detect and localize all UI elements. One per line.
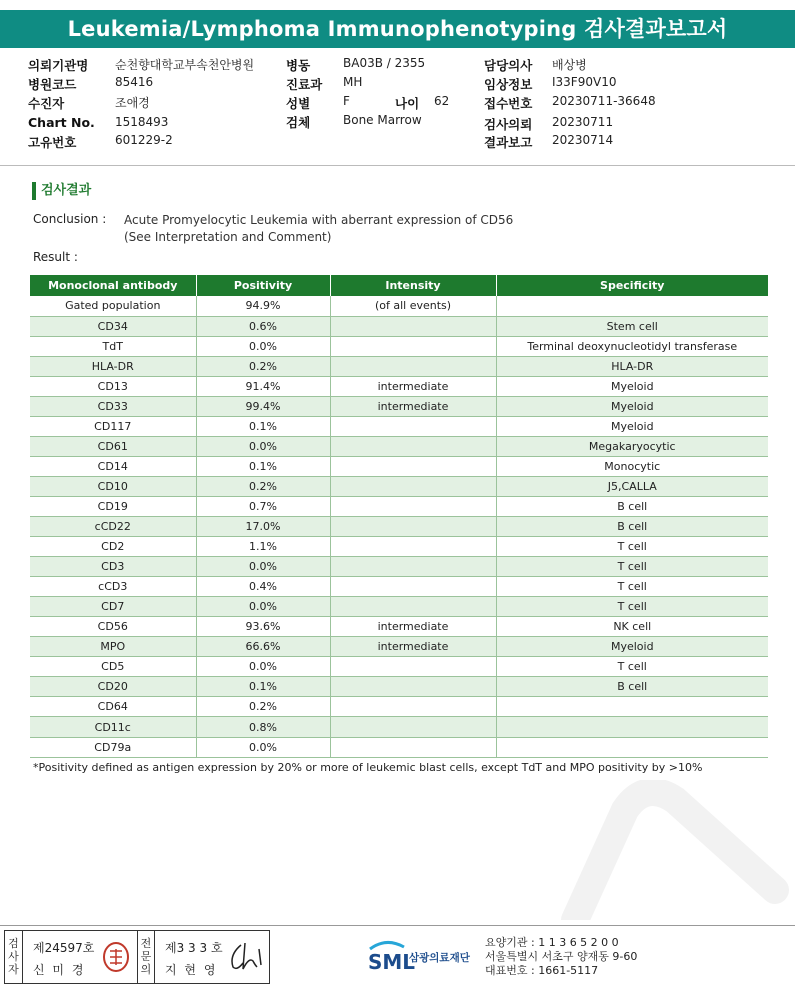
- table-row: [30, 617, 768, 637]
- specificity-cell: T cell: [496, 537, 768, 557]
- info-divider: [0, 165, 795, 166]
- specificity-cell: Myeloid: [496, 637, 768, 657]
- antibody-cell: cCD22: [30, 517, 196, 537]
- positivity-cell: 1.1%: [196, 537, 330, 557]
- table-row: [30, 316, 768, 336]
- info-value: MH: [343, 75, 363, 89]
- intensity-cell: (of all events): [330, 296, 496, 316]
- intensity-cell: [330, 537, 496, 557]
- intensity-cell: [330, 677, 496, 697]
- positivity-cell: 0.4%: [196, 577, 330, 597]
- antibody-cell: Gated population: [30, 296, 196, 316]
- table-row: [30, 416, 768, 436]
- column-header: Positivity: [196, 275, 330, 296]
- antibody-cell: CD61: [30, 436, 196, 456]
- report-title: Leukemia/Lymphoma Immunophenotyping 검사결과보고서: [0, 10, 795, 48]
- column-header: Specificity: [496, 275, 768, 296]
- antibody-cell: CD117: [30, 416, 196, 436]
- specificity-cell: Myeloid: [496, 376, 768, 396]
- intensity-cell: [330, 336, 496, 356]
- antibody-cell: MPO: [30, 637, 196, 657]
- results-table: [30, 275, 768, 758]
- section-title: 검사결과: [32, 182, 91, 200]
- positivity-cell: 94.9%: [196, 296, 330, 316]
- table-header-row: [30, 275, 768, 296]
- org-line: 서울특별시 서초구 양재동 9-60: [485, 950, 638, 963]
- positivity-cell: 0.0%: [196, 737, 330, 757]
- intensity-cell: [330, 316, 496, 336]
- specificity-cell: B cell: [496, 677, 768, 697]
- intensity-cell: intermediate: [330, 396, 496, 416]
- antibody-cell: CD5: [30, 657, 196, 677]
- org-line: 대표번호 : 1661-5117: [485, 964, 599, 977]
- org-name: 삼광의료재단: [409, 952, 470, 964]
- positivity-cell: 0.2%: [196, 697, 330, 717]
- table-row: [30, 336, 768, 356]
- info-value: 601229-2: [115, 133, 173, 147]
- specificity-cell: Terminal deoxynucleotidyl transferase: [496, 336, 768, 356]
- footnote: *Positivity defined as antigen expression by 20% or more of leukemic blast cells, except TdT and MPO positivity by >10%: [33, 761, 703, 774]
- specificity-cell: Monocytic: [496, 456, 768, 476]
- table-row: [30, 537, 768, 557]
- info-label: 병동: [286, 58, 311, 73]
- tester-label: 검 사 자: [5, 931, 23, 983]
- org-info: [485, 936, 637, 978]
- positivity-cell: 91.4%: [196, 376, 330, 396]
- positivity-cell: 93.6%: [196, 617, 330, 637]
- table-row: [30, 476, 768, 496]
- specificity-cell: T cell: [496, 577, 768, 597]
- conclusion-line: Acute Promyelocytic Leukemia with aberrant expression of CD56: [124, 213, 514, 227]
- antibody-cell: HLA-DR: [30, 356, 196, 376]
- intensity-cell: [330, 697, 496, 717]
- table-row: [30, 717, 768, 737]
- antibody-cell: CD13: [30, 376, 196, 396]
- antibody-cell: CD3: [30, 557, 196, 577]
- info-value: 20230711-36648: [552, 94, 656, 108]
- specificity-cell: Stem cell: [496, 316, 768, 336]
- info-label: 검사의뢰: [484, 117, 533, 132]
- info-value: I33F90V10: [552, 75, 617, 89]
- table-row: [30, 657, 768, 677]
- tester-license: 제24597호: [33, 941, 95, 955]
- column-header: Monoclonal antibody: [30, 275, 196, 296]
- antibody-cell: TdT: [30, 336, 196, 356]
- antibody-cell: CD2: [30, 537, 196, 557]
- intensity-cell: [330, 496, 496, 516]
- positivity-cell: 0.6%: [196, 316, 330, 336]
- positivity-cell: 0.7%: [196, 496, 330, 516]
- positivity-cell: 0.0%: [196, 436, 330, 456]
- antibody-cell: CD7: [30, 597, 196, 617]
- specificity-cell: HLA-DR: [496, 356, 768, 376]
- info-label: 임상정보: [484, 77, 533, 92]
- conclusion-line: (See Interpretation and Comment): [124, 230, 332, 244]
- info-value: 1518493: [115, 115, 169, 129]
- table-row: [30, 356, 768, 376]
- specificity-cell: [496, 296, 768, 316]
- info-value: 85416: [115, 75, 154, 89]
- info-label: 의뢰기관명: [28, 58, 89, 73]
- info-value: BA03B / 2355: [343, 56, 426, 70]
- specificity-cell: T cell: [496, 597, 768, 617]
- signature-icon: [227, 939, 267, 975]
- specificity-cell: [496, 717, 768, 737]
- positivity-cell: 0.0%: [196, 336, 330, 356]
- antibody-cell: CD10: [30, 476, 196, 496]
- antibody-cell: CD19: [30, 496, 196, 516]
- seal-stamp-icon: [101, 941, 131, 973]
- info-label: 결과보고: [484, 135, 533, 150]
- antibody-cell: CD34: [30, 316, 196, 336]
- specificity-cell: NK cell: [496, 617, 768, 637]
- intensity-cell: [330, 436, 496, 456]
- intensity-cell: [330, 657, 496, 677]
- footer-divider: [0, 925, 795, 926]
- positivity-cell: 66.6%: [196, 637, 330, 657]
- intensity-cell: [330, 456, 496, 476]
- info-label: 나이: [395, 96, 420, 111]
- specificity-cell: B cell: [496, 496, 768, 516]
- info-label: 병원코드: [28, 77, 77, 92]
- info-label: 진료과: [286, 77, 323, 92]
- specificity-cell: T cell: [496, 657, 768, 677]
- info-value: Bone Marrow: [343, 113, 422, 127]
- intensity-cell: [330, 737, 496, 757]
- intensity-cell: intermediate: [330, 617, 496, 637]
- conclusion-text: [124, 212, 513, 246]
- table-row: [30, 396, 768, 416]
- signature-box: [4, 930, 270, 984]
- positivity-cell: 0.8%: [196, 717, 330, 737]
- watermark-logo: [535, 780, 795, 920]
- table-row: [30, 496, 768, 516]
- patient-info: [0, 56, 795, 166]
- intensity-cell: [330, 356, 496, 376]
- tester-name: 신 미 경: [33, 963, 86, 977]
- specificity-cell: T cell: [496, 557, 768, 577]
- specificity-cell: Megakaryocytic: [496, 436, 768, 456]
- intensity-cell: intermediate: [330, 376, 496, 396]
- intensity-cell: [330, 416, 496, 436]
- specificity-cell: [496, 737, 768, 757]
- antibody-cell: CD56: [30, 617, 196, 637]
- table-row: [30, 436, 768, 456]
- table-row: [30, 557, 768, 577]
- table-row: [30, 296, 768, 316]
- specificity-cell: [496, 697, 768, 717]
- table-row: [30, 637, 768, 657]
- table-row: [30, 677, 768, 697]
- reviewer-label: 전 문 의: [137, 931, 155, 983]
- info-value: 조애경: [115, 96, 150, 110]
- intensity-cell: [330, 517, 496, 537]
- info-value: F: [343, 94, 350, 108]
- intensity-cell: [330, 717, 496, 737]
- info-label: 담당의사: [484, 58, 533, 73]
- positivity-cell: 17.0%: [196, 517, 330, 537]
- info-value: 배상병: [552, 58, 587, 72]
- table-row: [30, 577, 768, 597]
- positivity-cell: 0.0%: [196, 657, 330, 677]
- info-label: 고유번호: [28, 135, 77, 150]
- table-row: [30, 456, 768, 476]
- column-header: Intensity: [330, 275, 496, 296]
- info-label: 검체: [286, 115, 311, 130]
- info-value: 20230714: [552, 133, 614, 147]
- positivity-cell: 0.1%: [196, 416, 330, 436]
- table-row: [30, 697, 768, 717]
- info-label: 성별: [286, 96, 311, 111]
- antibody-cell: CD14: [30, 456, 196, 476]
- positivity-cell: 0.2%: [196, 476, 330, 496]
- reviewer-name: 지 현 영: [165, 963, 218, 977]
- conclusion-label: Conclusion :: [33, 212, 107, 226]
- specificity-cell: J5,CALLA: [496, 476, 768, 496]
- info-label: 수진자: [28, 96, 65, 111]
- specificity-cell: Myeloid: [496, 396, 768, 416]
- antibody-cell: CD64: [30, 697, 196, 717]
- intensity-cell: [330, 557, 496, 577]
- positivity-cell: 0.0%: [196, 557, 330, 577]
- positivity-cell: 0.0%: [196, 597, 330, 617]
- positivity-cell: 0.2%: [196, 356, 330, 376]
- antibody-cell: CD20: [30, 677, 196, 697]
- info-value: 20230711: [552, 115, 614, 129]
- antibody-cell: CD79a: [30, 737, 196, 757]
- info-value: 순천향대학교부속천안병원: [115, 58, 255, 72]
- logo-text: SML: [368, 950, 416, 974]
- table-row: [30, 737, 768, 757]
- positivity-cell: 0.1%: [196, 677, 330, 697]
- positivity-cell: 0.1%: [196, 456, 330, 476]
- reviewer-license: 제3 3 3 호: [165, 941, 223, 955]
- info-label: 접수번호: [484, 96, 533, 111]
- specificity-cell: B cell: [496, 517, 768, 537]
- table-row: [30, 597, 768, 617]
- antibody-cell: CD11c: [30, 717, 196, 737]
- intensity-cell: [330, 577, 496, 597]
- info-value: 62: [434, 94, 450, 108]
- positivity-cell: 99.4%: [196, 396, 330, 416]
- info-label: Chart No.: [28, 115, 95, 130]
- intensity-cell: intermediate: [330, 637, 496, 657]
- intensity-cell: [330, 476, 496, 496]
- result-label: Result :: [33, 250, 78, 264]
- antibody-cell: cCD3: [30, 577, 196, 597]
- specificity-cell: Myeloid: [496, 416, 768, 436]
- results-body: [30, 296, 768, 757]
- table-row: [30, 376, 768, 396]
- intensity-cell: [330, 597, 496, 617]
- org-line: 요양기관 : 1 1 3 6 5 2 0 0: [485, 936, 619, 949]
- antibody-cell: CD33: [30, 396, 196, 416]
- table-row: [30, 517, 768, 537]
